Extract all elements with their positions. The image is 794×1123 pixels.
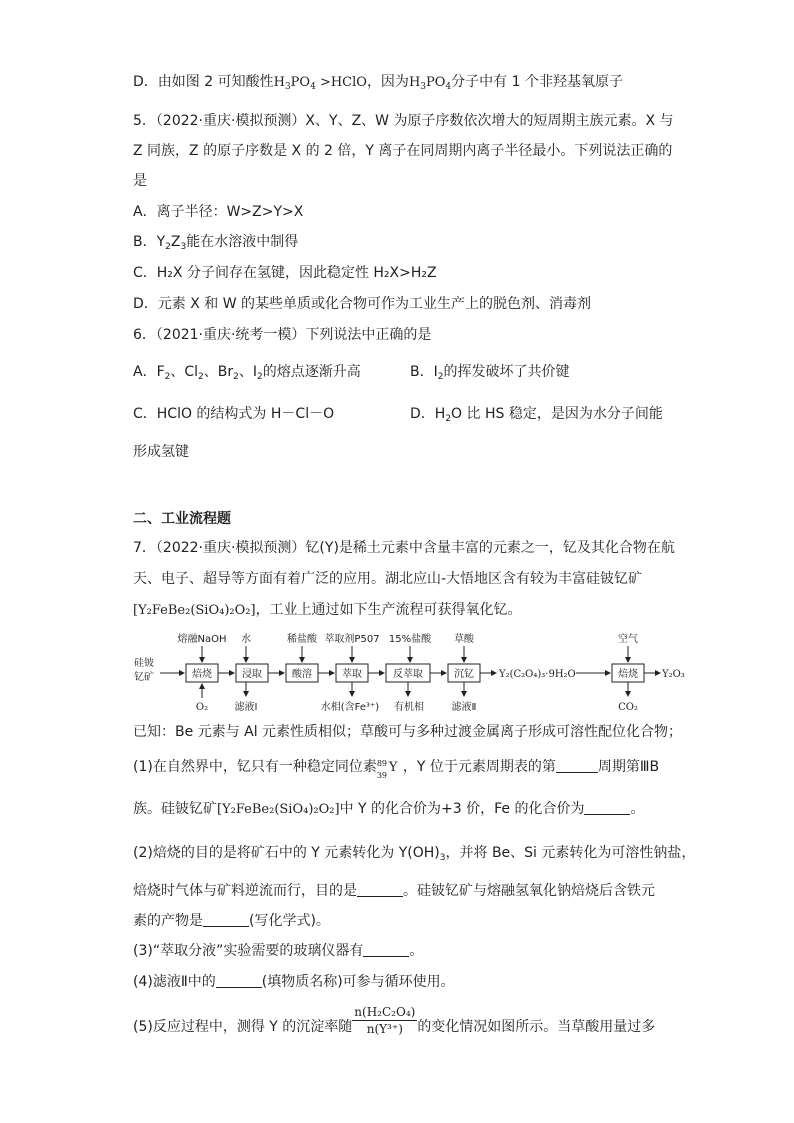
mineral-formula-2: [Y₂FeBe₂(SiO₄)₂O₂]: [217, 802, 340, 817]
q7-part1-line2: 族。硅铍钇矿[Y₂FeBe₂(SiO₄)₂O₂]中 Y 的化合价为+3 价，Fe 的化合价为 。: [133, 801, 645, 817]
flow-input-dilute-hcl: 稀盐酸: [287, 634, 317, 645]
q5-stem-line1: 5．（2022·重庆·模拟预测）X、Y、Z、W 为原子序数依次增大的短周期主族元素。X 与: [133, 113, 674, 129]
answer-blank-1b[interactable]: [584, 800, 630, 815]
flow-box-calcine-label: 焙烧: [618, 669, 638, 680]
answer-blank-2b[interactable]: [203, 912, 249, 927]
process-flow-diagram: [128, 630, 688, 712]
q4d-text-b: ，因为: [366, 74, 409, 90]
q6-option-b: B．$I_2$的挥发破坏了共价键: [410, 364, 570, 382]
flow-product: Y₂O₃: [662, 669, 685, 680]
mineral-formula: [Y₂FeBe₂(SiO₄)₂O₂]: [133, 603, 256, 618]
flow-box-back-extract-label: 反萃取: [393, 669, 423, 680]
q4-option-d: [133, 72, 623, 97]
flow-input-oxalic: 草酸: [454, 634, 474, 645]
q4d-text-a: D．由如图 2 可知酸性: [133, 74, 274, 90]
isotope-notation: 89 39 Y: [376, 759, 398, 780]
q5-option-b: B．$Y_2Z_3$能在水溶液中制得: [133, 234, 299, 252]
flow-intermediate: Y₂(C₂O₄)₃·9H₂O: [499, 669, 576, 680]
q6-stem: 6．（2021·重庆·统考一模）下列说法中正确的是: [133, 327, 432, 343]
q4d-text-mid: 分子中有 1 个非羟基氧原子: [451, 74, 623, 90]
answer-blank-2a[interactable]: [357, 882, 403, 897]
acid-formula-h3po4: $H_3PO_4$: [273, 75, 316, 92]
flow-start-label-2: 钇矿: [134, 672, 154, 683]
flow-start-label-1: 硅铍: [134, 658, 154, 669]
flow-input-15-hcl: 15%盐酸: [388, 634, 432, 645]
q6-option-d-line2: 形成氢键: [133, 444, 189, 460]
q5-option-a: A．离子半径：W>Z>Y>X: [133, 204, 304, 220]
q7-part4: (4)滤液Ⅱ中的 (填物质名称)可参与循环使用。: [133, 974, 455, 990]
flow-box-roast-label: 焙烧: [192, 669, 212, 680]
q7-stem-line2: 天、电子、超导等方面有着广泛的应用。湖北应山-大悟地区含有较为丰富硅铍钇矿: [133, 571, 643, 587]
flow-output-aqueous: 水相(含Fe³⁺): [320, 702, 380, 712]
q7-stem-line3: [Y₂FeBe₂(SiO₄)₂O₂]，工业上通过如下生产流程可获得氧化钇。: [133, 602, 522, 618]
q7-known: 已知：Be 元素与 Al 元素性质相似；草酸可与多种过渡金属离子形成可溶性配位化合物；: [133, 724, 683, 740]
flow-box-leach-label: 浸取: [242, 669, 262, 680]
flow-output-filtrate-2: 滤液Ⅱ: [451, 702, 477, 712]
q7-part2-line2: 焙烧时气体与矿料逆流而行，目的是 。硅铍钇矿与熔融氢氧化钠焙烧后含铁元: [133, 883, 655, 899]
flow-input-o2: O₂: [195, 702, 209, 712]
q7-part5: (5)反应过程中，测得 Y 的沉淀率随 $\frac{\text{n(H₂C₂O₄)}}{\text{n(Y³⁺)}}$ 的变化情况如图所示。当草酸用量过多: [133, 1004, 656, 1036]
q5-stem-line3: 是: [133, 173, 147, 189]
answer-blank-4[interactable]: [216, 973, 262, 988]
flow-box-extract-label: 萃取: [342, 669, 362, 680]
flow-box-acid-dissolve-label: 酸溶: [292, 669, 312, 680]
q4d-compare: >HClO: [315, 75, 367, 90]
flow-output-co2: CO₂: [618, 702, 638, 712]
q7-part1-line1: (1)在自然界中，钇只有一种稳定同位素 89 39 Y ，Y 位于元素周期表的第 周期第ⅢB: [133, 759, 660, 780]
flow-output-filtrate-1: 滤液Ⅰ: [234, 702, 258, 712]
flow-output-organic: 有机相: [394, 702, 424, 712]
q6-option-d: D．$H_2O$ 比 HS 稳定，是因为水分子间能: [410, 406, 663, 424]
q5-stem-line2: Z 同族，Z 的原子序数是 X 的 2 倍，Y 离子在同周期内离子半径最小。下列说法正确的: [133, 143, 673, 159]
flow-input-water: 水: [241, 634, 251, 645]
section-title: 二、工业流程题: [133, 511, 231, 527]
q6-option-a: A．$F_2$、$Cl_2$、$Br_2$、$I_2$的熔点逐渐升高: [133, 364, 361, 382]
q7-part3: (3)“萃取分液”实验需要的玻璃仪器有 。: [133, 943, 424, 959]
q7-stem-line1: 7．（2022·重庆·模拟预测）钇(Y)是稀土元素中含量丰富的元素之一，钇及其化合物在航: [133, 540, 675, 556]
flow-input-air: 空气: [618, 634, 638, 645]
q6-option-c: C．HClO 的结构式为 H－Cl－O: [133, 406, 335, 422]
ratio-fraction: $\frac{\text{n(H₂C₂O₄)}}{\text{n(Y³⁺)}}$: [354, 1004, 416, 1036]
q7-part2-line1: (2)焙烧的目的是将矿石中的 Y 元素转化为 $Y(OH)_3$，并将 Be、Si 元素转化为可溶性钠盐，: [133, 845, 696, 863]
flow-box-precipitate-label: 沉钇: [454, 669, 474, 680]
q5-option-c: C．H₂X 分子间存在氢键，因此稳定性 H₂X>H₂Z: [133, 265, 437, 281]
answer-blank-3[interactable]: [363, 942, 409, 957]
acid-formula-h3po4-2: $H_3PO_4$: [408, 75, 452, 92]
flow-input-naoh: 熔融NaOH: [177, 634, 227, 645]
q7-part2-line3: 素的产物是 (写化学式)。: [133, 913, 330, 929]
answer-blank-1a[interactable]: [556, 758, 598, 773]
flow-input-p507: 萃取剂P507: [324, 634, 380, 645]
q5-option-d: D．元素 X 和 W 的某些单质或化合物可作为工业生产上的脱色剂、消毒剂: [133, 296, 592, 312]
